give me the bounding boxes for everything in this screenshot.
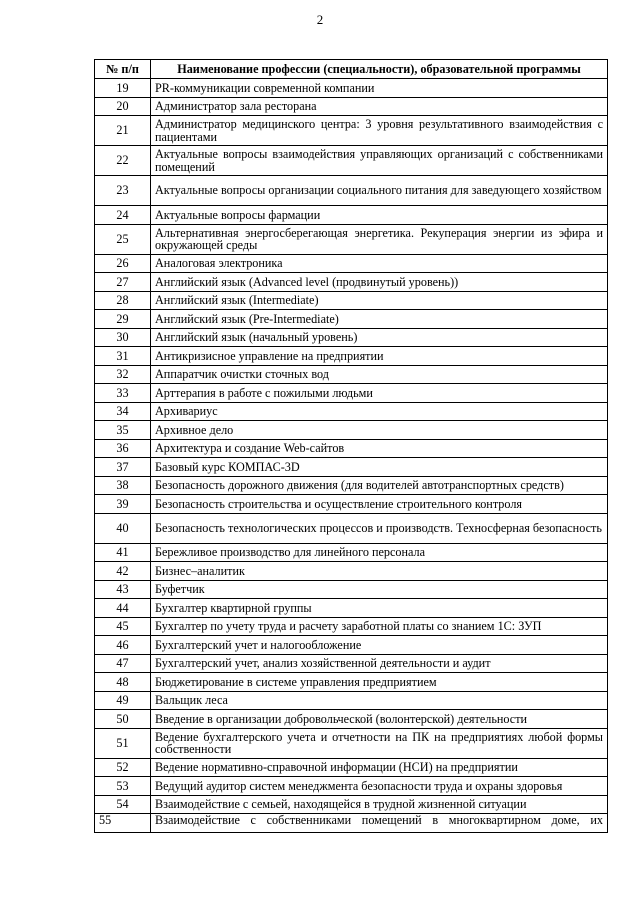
row-name: Введение в организации добровольческой (волонтерской) деятельности xyxy=(151,710,608,729)
table-row xyxy=(95,636,608,655)
table-row xyxy=(95,691,608,710)
row-name: Ведение нормативно-справочной информации (НСИ) на предприятии xyxy=(151,758,608,777)
row-name: Альтернативная энергосберегающая энергетика. Рекуперация энергии из эфира и окружающей среды xyxy=(151,224,608,254)
row-number: 53 xyxy=(95,777,151,796)
row-number: 51 xyxy=(95,728,151,758)
row-number: 34 xyxy=(95,402,151,421)
row-number: 52 xyxy=(95,758,151,777)
row-number: 23 xyxy=(95,176,151,206)
table-row xyxy=(95,439,608,458)
row-number: 48 xyxy=(95,673,151,692)
table-row xyxy=(95,384,608,403)
row-name: Администратор зала ресторана xyxy=(151,97,608,116)
row-number: 25 xyxy=(95,224,151,254)
table-row xyxy=(95,402,608,421)
row-name: Английский язык (Advanced level (продвинутый уровень)) xyxy=(151,273,608,292)
table-row xyxy=(95,328,608,347)
table-row xyxy=(95,224,608,254)
row-number: 32 xyxy=(95,365,151,384)
table-row xyxy=(95,421,608,440)
row-name: Английский язык (Pre-Intermediate) xyxy=(151,310,608,329)
row-name: Безопасность строительства и осуществление строительного контроля xyxy=(151,495,608,514)
row-name: Безопасность дорожного движения (для водителей автотранспортных средств) xyxy=(151,476,608,495)
table-row xyxy=(95,599,608,618)
table-row xyxy=(95,580,608,599)
row-name: Бухгалтер квартирной группы xyxy=(151,599,608,618)
table-row xyxy=(95,176,608,206)
row-name: Бухгалтер по учету труда и расчету заработной платы со знанием 1С: ЗУП xyxy=(151,617,608,636)
row-name: Бухгалтерский учет и налогообложение xyxy=(151,636,608,655)
table-row xyxy=(95,116,608,146)
row-name: Буфетчик xyxy=(151,580,608,599)
row-number: 49 xyxy=(95,691,151,710)
row-name: Бережливое производство для линейного персонала xyxy=(151,543,608,562)
table-row xyxy=(95,513,608,543)
row-number: 50 xyxy=(95,710,151,729)
table-row xyxy=(95,777,608,796)
table-row xyxy=(95,458,608,477)
row-number: 44 xyxy=(95,599,151,618)
programs-table xyxy=(94,59,608,833)
row-number: 30 xyxy=(95,328,151,347)
table-row xyxy=(95,617,608,636)
header-number: № п/п xyxy=(95,60,151,79)
page-number: 2 xyxy=(316,12,324,27)
row-number: 19 xyxy=(95,79,151,98)
table-row xyxy=(95,654,608,673)
row-name: Актуальные вопросы взаимодействия управляющих организаций с собственниками помещений xyxy=(151,146,608,176)
row-number: 39 xyxy=(95,495,151,514)
row-name: Базовый курс КОМПАС-3D xyxy=(151,458,608,477)
row-number: 20 xyxy=(95,97,151,116)
row-number: 37 xyxy=(95,458,151,477)
row-number: 29 xyxy=(95,310,151,329)
row-name: Английский язык (Intermediate) xyxy=(151,291,608,310)
row-number: 38 xyxy=(95,476,151,495)
row-number: 33 xyxy=(95,384,151,403)
row-number: 47 xyxy=(95,654,151,673)
table-row xyxy=(95,476,608,495)
row-name: Ведущий аудитор систем менеджмента безопасности труда и охраны здоровья xyxy=(151,777,608,796)
row-number: 36 xyxy=(95,439,151,458)
row-name: Актуальные вопросы организации социального питания для заведующего хозяйством xyxy=(151,176,608,206)
row-number: 54 xyxy=(95,795,151,814)
table-row xyxy=(95,291,608,310)
row-name: Архивариус xyxy=(151,402,608,421)
row-name: Безопасность технологических процессов и производств. Техносферная безопасность xyxy=(151,513,608,543)
row-number: 45 xyxy=(95,617,151,636)
row-number: 22 xyxy=(95,146,151,176)
row-name: Взаимодействие с собственниками помещений в многоквартирном доме, их xyxy=(151,814,608,833)
row-number: 40 xyxy=(95,513,151,543)
row-number: 24 xyxy=(95,206,151,225)
row-name: Ведение бухгалтерского учета и отчетности на ПК на предприятиях любой формы собственности xyxy=(151,728,608,758)
table-row xyxy=(95,310,608,329)
table-row xyxy=(95,562,608,581)
table-row xyxy=(95,206,608,225)
row-number: 26 xyxy=(95,254,151,273)
row-name: Актуальные вопросы фармации xyxy=(151,206,608,225)
row-name: Взаимодействие с семьей, находящейся в трудной жизненной ситуации xyxy=(151,795,608,814)
row-name: Английский язык (начальный уровень) xyxy=(151,328,608,347)
row-number: 42 xyxy=(95,562,151,581)
row-number: 27 xyxy=(95,273,151,292)
row-name: Бизнес–аналитик xyxy=(151,562,608,581)
table-row xyxy=(95,254,608,273)
row-number: 31 xyxy=(95,347,151,366)
header-name: Наименование профессии (специальности), образовательной программы xyxy=(151,60,608,79)
table-row xyxy=(95,495,608,514)
row-name: Вальщик леса xyxy=(151,691,608,710)
table-row xyxy=(95,795,608,814)
row-name: Антикризисное управление на предприятии xyxy=(151,347,608,366)
row-number: 35 xyxy=(95,421,151,440)
table-header-row xyxy=(95,60,608,79)
row-name: Аналоговая электроника xyxy=(151,254,608,273)
row-name: Бухгалтерский учет, анализ хозяйственной деятельности и аудит xyxy=(151,654,608,673)
table-row xyxy=(95,814,608,833)
row-name: Архивное дело xyxy=(151,421,608,440)
table-row xyxy=(95,710,608,729)
row-name: PR-коммуникации современной компании xyxy=(151,79,608,98)
row-number: 41 xyxy=(95,543,151,562)
row-number: 55 xyxy=(95,814,151,833)
row-number: 21 xyxy=(95,116,151,146)
row-name: Аппаратчик очистки сточных вод xyxy=(151,365,608,384)
table-row xyxy=(95,728,608,758)
row-number: 46 xyxy=(95,636,151,655)
table-row xyxy=(95,365,608,384)
table-row xyxy=(95,347,608,366)
table-row xyxy=(95,273,608,292)
table-row xyxy=(95,673,608,692)
table-row xyxy=(95,97,608,116)
table-row xyxy=(95,79,608,98)
row-name: Архитектура и создание Web-сайтов xyxy=(151,439,608,458)
table-row xyxy=(95,758,608,777)
row-name: Арттерапия в работе с пожилыми людьми xyxy=(151,384,608,403)
table-row xyxy=(95,146,608,176)
row-number: 43 xyxy=(95,580,151,599)
row-name: Бюджетирование в системе управления предприятием xyxy=(151,673,608,692)
row-name: Администратор медицинского центра: 3 уровня результативного взаимодействия с пациентами xyxy=(151,116,608,146)
table-row xyxy=(95,543,608,562)
row-number: 28 xyxy=(95,291,151,310)
